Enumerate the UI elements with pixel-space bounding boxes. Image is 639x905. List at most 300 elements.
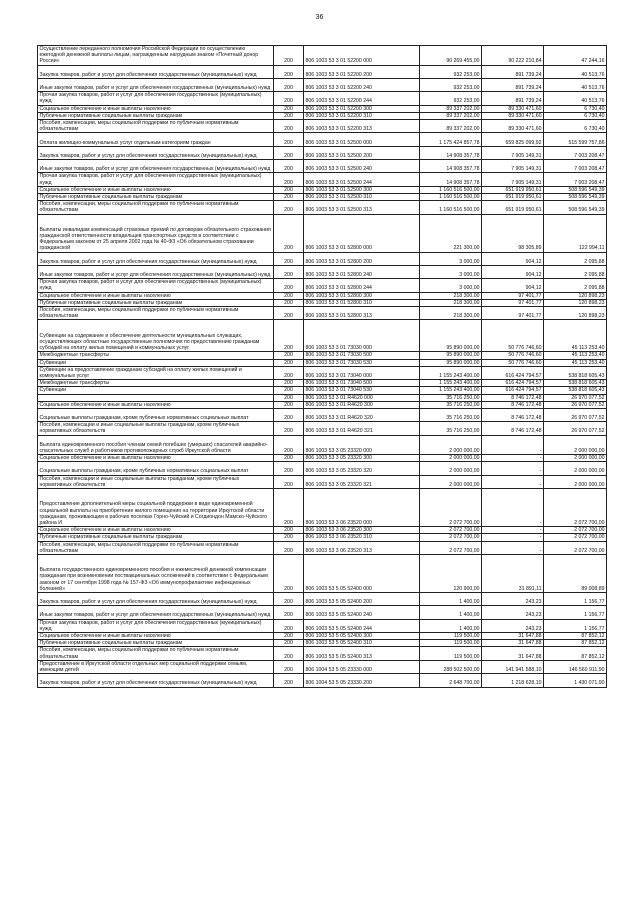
row-name-cell: Социальное обеспечение и иные выплаты населению <box>38 186 274 193</box>
row-kbk-cell: 806 1003 53 5 05 52400 244 <box>304 619 420 632</box>
row-executed-cell: 50 776 746,60 <box>482 352 544 359</box>
row-remaining-cell: 45 113 253,40 <box>544 320 607 352</box>
row-code-cell: 200 <box>274 292 304 299</box>
row-kbk-cell: 806 1003 53 3 01 73030 000 <box>304 320 420 352</box>
row-remaining-cell: 538 818 605,43 <box>544 366 607 379</box>
row-kbk-cell: 806 1003 53 3 01 73030 500 <box>304 352 420 359</box>
table-row <box>38 265 607 278</box>
row-executed-cell: 31 647,88 <box>482 640 544 647</box>
row-kbk-cell: 806 1003 53 3 01 52200 244 <box>304 92 420 105</box>
row-name-cell: Социальное обеспечение и иные выплаты населению <box>38 401 274 408</box>
table-row <box>38 279 607 292</box>
row-remaining-cell: 7 003 208,47 <box>544 146 607 159</box>
row-kbk-cell: 806 1003 53 5 05 52400 200 <box>304 593 420 606</box>
budget-execution-table <box>37 45 607 688</box>
table-row <box>38 401 607 408</box>
table-row <box>38 78 607 91</box>
table-row <box>38 214 607 252</box>
row-remaining-cell: 40 513,76 <box>544 65 607 78</box>
table-row <box>38 527 607 534</box>
table-row <box>38 299 607 306</box>
row-kbk-cell: 806 1003 53 3 06 23520 000 <box>304 489 420 527</box>
row-approved-cell: 90 269 455,00 <box>420 46 482 66</box>
row-executed-cell: 97 401,77 <box>482 299 544 306</box>
row-name-cell: Прочая закупка товаров, работ и услуг для обеспечения государственных (муниципальных) нужд <box>38 173 274 186</box>
row-executed-cell: 89 330 471,60 <box>482 105 544 112</box>
row-code-cell: 200 <box>274 299 304 306</box>
row-code-cell: 200 <box>274 214 304 252</box>
row-code-cell: 200 <box>274 475 304 488</box>
row-name-cell: Предоставление дополнительной меры социальной поддержки в виде единовременной социальной выплаты на приобретение жилого помещения на территории Иркутской области гражданам, проживающим в рабочих поселках Горно-Чуйский и Согдиондон Мамско-Чуйского района И <box>38 489 274 527</box>
row-approved-cell: 2 648 700,00 <box>420 674 482 687</box>
row-kbk-cell: 806 1004 53 5 05 23330 000 <box>304 660 420 673</box>
table-row <box>38 489 607 527</box>
row-code-cell: 200 <box>274 660 304 673</box>
row-approved-cell: 932 253,00 <box>420 65 482 78</box>
row-approved-cell: 35 716 250,00 <box>420 408 482 421</box>
row-code-cell: 200 <box>274 320 304 352</box>
table-row <box>38 606 607 619</box>
row-code-cell: 200 <box>274 593 304 606</box>
row-code-cell: 200 <box>274 105 304 112</box>
row-name-cell: Социальное обеспечение и иные выплаты населению <box>38 105 274 112</box>
row-executed-cell: - <box>482 534 544 541</box>
table-row <box>38 366 607 379</box>
table-row <box>38 292 607 299</box>
row-executed-cell: 1 218 628,10 <box>482 674 544 687</box>
row-remaining-cell: 1 156,77 <box>544 619 607 632</box>
row-name-cell: Выплата государственного единовременного пособия и ежемесячной денежной компенсации гражданам при возникновении поствакцинальных осложнений в соответствии с Федеральным законом от 17 сентября 1998 года № 157-ФЗ «Об иммунопрофилактике инфекционных болезней» <box>38 554 274 592</box>
row-kbk-cell: 806 1003 53 3 01 52800 244 <box>304 279 420 292</box>
row-code-cell: 200 <box>274 120 304 133</box>
row-remaining-cell: 1 430 071,90 <box>544 674 607 687</box>
row-remaining-cell: 538 818 605,43 <box>544 387 607 394</box>
row-remaining-cell: 6 730,40 <box>544 120 607 133</box>
row-executed-cell: 7 905 149,31 <box>482 173 544 186</box>
row-code-cell: 200 <box>274 674 304 687</box>
row-kbk-cell: 806 1003 53 3 06 23520 313 <box>304 541 420 554</box>
row-kbk-cell: 806 1003 53 3 06 23520 310 <box>304 534 420 541</box>
table-row <box>38 660 607 673</box>
row-remaining-cell: 2 000 000,00 <box>544 462 607 475</box>
row-kbk-cell: 806 1003 53 3 01 52200 310 <box>304 112 420 119</box>
row-executed-cell: - <box>482 527 544 534</box>
row-remaining-cell: 89 008,89 <box>544 554 607 592</box>
row-code-cell: 200 <box>274 422 304 435</box>
row-name-cell: Субвенции на предоставление гражданам субсидий на оплату жилых помещений и коммунальных услуг <box>38 366 274 379</box>
row-kbk-cell: 806 1003 53 3 01 52800 000 <box>304 214 420 252</box>
row-kbk-cell: 806 1003 53 3 01 52500 200 <box>304 146 420 159</box>
table-row <box>38 647 607 660</box>
table-row <box>38 252 607 265</box>
table-row <box>38 422 607 435</box>
table-row <box>38 462 607 475</box>
row-name-cell: Прочая закупка товаров, работ и услуг для обеспечения государственных (муниципальных) нужд <box>38 279 274 292</box>
table-row <box>38 186 607 193</box>
row-kbk-cell: 806 1003 53 3 01 R4620 320 <box>304 408 420 421</box>
table-row <box>38 455 607 462</box>
row-name-cell: Публичные нормативные социальные выплаты гражданам <box>38 299 274 306</box>
row-name-cell: Социальные выплаты гражданам, кроме публичных нормативных социальных выплат <box>38 408 274 421</box>
row-name-cell: Пособия, компенсации, меры социальной поддержки по публичным нормативным обязательствам <box>38 541 274 554</box>
row-code-cell: 200 <box>274 252 304 265</box>
row-kbk-cell: 806 1003 53 3 01 52800 313 <box>304 307 420 320</box>
row-approved-cell: 14 908 357,78 <box>420 173 482 186</box>
row-kbk-cell: 806 1003 53 3 01 52200 200 <box>304 65 420 78</box>
row-kbk-cell: 806 1003 53 3 01 R4620 321 <box>304 422 420 435</box>
row-remaining-cell: 2 000 000,00 <box>544 435 607 455</box>
row-kbk-cell: 806 1003 53 3 01 52800 240 <box>304 265 420 278</box>
row-remaining-cell: 120 898,23 <box>544 307 607 320</box>
row-name-cell: Пособия, компенсации, меры социальной поддержки по публичным нормативным обязательствам <box>38 201 274 214</box>
row-remaining-cell: 1 156,77 <box>544 606 607 619</box>
row-name-cell: Публичные нормативные социальные выплаты гражданам <box>38 193 274 200</box>
row-kbk-cell: 806 1003 53 3 05 23320 321 <box>304 475 420 488</box>
row-name-cell: Иные закупки товаров, работ и услуг для обеспечения государственных (муниципальных) нужд <box>38 606 274 619</box>
row-name-cell: Пособия, компенсации, меры социальной поддержки по публичным нормативным обязательствам <box>38 120 274 133</box>
row-code-cell: 200 <box>274 541 304 554</box>
row-name-cell: Межбюджетные трансферты <box>38 352 274 359</box>
row-name-cell: Межбюджетные трансферты <box>38 380 274 387</box>
row-remaining-cell: 2 095,88 <box>544 252 607 265</box>
row-code-cell: 200 <box>274 366 304 379</box>
row-remaining-cell: 45 113 253,40 <box>544 359 607 366</box>
row-approved-cell: 2 072 700,00 <box>420 534 482 541</box>
row-approved-cell: 1 155 243 400,00 <box>420 387 482 394</box>
page-number: 36 <box>315 14 324 21</box>
row-name-cell: Закупка товаров, работ и услуг для обеспечения государственных (муниципальных) нужд <box>38 146 274 159</box>
table-row <box>38 380 607 387</box>
row-code-cell: 200 <box>274 160 304 173</box>
row-kbk-cell: 806 1003 53 3 01 52200 240 <box>304 78 420 91</box>
row-code-cell: 200 <box>274 359 304 366</box>
row-kbk-cell: 806 1003 53 3 01 52500 310 <box>304 193 420 200</box>
row-remaining-cell: 6 730,40 <box>544 105 607 112</box>
row-executed-cell: - <box>482 489 544 527</box>
row-approved-cell: 2 072 700,00 <box>420 541 482 554</box>
row-name-cell: Социальное обеспечение и иные выплаты населению <box>38 292 274 299</box>
row-name-cell: Закупка товаров, работ и услуг для обеспечения государственных (муниципальных) нужд <box>38 252 274 265</box>
row-name-cell: Иные закупки товаров, работ и услуг для обеспечения государственных (муниципальных) нужд <box>38 160 274 173</box>
row-kbk-cell: 806 1003 53 3 05 23320 300 <box>304 455 420 462</box>
row-approved-cell: 3 000,00 <box>420 265 482 278</box>
table-row <box>38 534 607 541</box>
row-executed-cell: 651 919 950,61 <box>482 193 544 200</box>
row-code-cell: 200 <box>274 647 304 660</box>
row-executed-cell: - <box>482 435 544 455</box>
row-code-cell: 200 <box>274 265 304 278</box>
row-approved-cell: 89 337 202,00 <box>420 120 482 133</box>
row-name-cell: Оплата жилищно-коммунальных услуг отдельным категориям граждан <box>38 133 274 146</box>
row-remaining-cell: 120 898,23 <box>544 292 607 299</box>
row-code-cell: 200 <box>274 307 304 320</box>
row-executed-cell: 243,23 <box>482 606 544 619</box>
row-approved-cell: 2 000 000,00 <box>420 462 482 475</box>
row-code-cell: 200 <box>274 640 304 647</box>
row-code-cell: 200 <box>274 186 304 193</box>
row-executed-cell: 8 746 172,48 <box>482 401 544 408</box>
row-executed-cell: 616 424 794,57 <box>482 380 544 387</box>
row-executed-cell: 7 905 149,31 <box>482 160 544 173</box>
row-remaining-cell: 26 970 077,52 <box>544 401 607 408</box>
row-code-cell: 200 <box>274 201 304 214</box>
row-executed-cell: - <box>482 455 544 462</box>
row-remaining-cell: 2 072 700,00 <box>544 527 607 534</box>
row-kbk-cell: 806 1003 53 3 01 52500 300 <box>304 186 420 193</box>
row-code-cell: 200 <box>274 352 304 359</box>
table-body <box>38 46 607 688</box>
table-row <box>38 65 607 78</box>
row-remaining-cell: 26 970 077,52 <box>544 394 607 401</box>
table-row <box>38 160 607 173</box>
row-approved-cell: 119 500,00 <box>420 647 482 660</box>
row-code-cell: 200 <box>274 46 304 66</box>
row-name-cell: Публичные нормативные социальные выплаты гражданам <box>38 534 274 541</box>
table-row <box>38 593 607 606</box>
row-remaining-cell: 508 596 549,39 <box>544 193 607 200</box>
row-approved-cell: 2 000 000,00 <box>420 455 482 462</box>
row-kbk-cell: 806 1003 53 3 01 R4620 300 <box>304 401 420 408</box>
table-row <box>38 387 607 394</box>
row-remaining-cell: 7 003 208,47 <box>544 160 607 173</box>
row-approved-cell: 2 072 700,00 <box>420 527 482 534</box>
row-remaining-cell: 2 095,88 <box>544 279 607 292</box>
row-executed-cell: 904,12 <box>482 279 544 292</box>
table-row <box>38 173 607 186</box>
row-approved-cell: 35 716 250,00 <box>420 422 482 435</box>
row-approved-cell: 218 300,00 <box>420 292 482 299</box>
row-remaining-cell: 26 970 077,52 <box>544 422 607 435</box>
row-remaining-cell: 26 970 077,52 <box>544 408 607 421</box>
row-approved-cell: 1 155 243 400,00 <box>420 366 482 379</box>
row-remaining-cell: 508 596 549,39 <box>544 201 607 214</box>
row-approved-cell: 1 160 516 500,00 <box>420 193 482 200</box>
table-row <box>38 408 607 421</box>
row-code-cell: 200 <box>274 193 304 200</box>
table-row <box>38 133 607 146</box>
row-kbk-cell: 806 1003 53 3 01 52200 313 <box>304 120 420 133</box>
row-kbk-cell: 806 1003 53 3 01 73040 000 <box>304 366 420 379</box>
row-executed-cell: 98 305,89 <box>482 214 544 252</box>
table-row <box>38 674 607 687</box>
row-approved-cell: 1 400,00 <box>420 619 482 632</box>
row-approved-cell: 89 337 202,00 <box>420 112 482 119</box>
row-approved-cell: 1 160 516 500,00 <box>420 186 482 193</box>
row-name-cell: Публичные нормативные социальные выплаты гражданам <box>38 640 274 647</box>
row-name-cell: Пособия, компенсации, меры социальной поддержки по публичным нормативным обязательствам <box>38 647 274 660</box>
row-kbk-cell: 806 1003 53 3 01 52200 000 <box>304 46 420 66</box>
row-name-cell: Закупка товаров, работ и услуг для обеспечения государственных (муниципальных) нужд <box>38 65 274 78</box>
row-approved-cell: 14 908 357,78 <box>420 160 482 173</box>
row-kbk-cell: 806 1003 53 3 01 73040 500 <box>304 380 420 387</box>
row-kbk-cell: 806 1003 53 5 05 52400 310 <box>304 640 420 647</box>
row-remaining-cell: 2 000 000,00 <box>544 475 607 488</box>
table-row <box>38 46 607 66</box>
row-approved-cell: 95 890 000,00 <box>420 320 482 352</box>
table-row <box>38 193 607 200</box>
row-code-cell: 200 <box>274 534 304 541</box>
table-row <box>38 640 607 647</box>
row-approved-cell: 1 175 424 857,78 <box>420 133 482 146</box>
row-approved-cell: 2 072 700,00 <box>420 489 482 527</box>
row-executed-cell: - <box>482 462 544 475</box>
row-name-cell <box>38 394 274 401</box>
row-remaining-cell: 2 095,88 <box>544 265 607 278</box>
row-remaining-cell: 6 730,40 <box>544 112 607 119</box>
row-code-cell: 200 <box>274 146 304 159</box>
table-row <box>38 394 607 401</box>
row-remaining-cell: 47 244,16 <box>544 46 607 66</box>
table-row <box>38 633 607 640</box>
row-executed-cell: 651 919 950,61 <box>482 186 544 193</box>
row-name-cell: Прочая закупка товаров, работ и услуг для обеспечения государственных (муниципальных) нужд <box>38 92 274 105</box>
row-code-cell: 200 <box>274 387 304 394</box>
row-executed-cell: 651 919 950,61 <box>482 201 544 214</box>
row-executed-cell: 659 825 099,92 <box>482 133 544 146</box>
table-row <box>38 554 607 592</box>
row-approved-cell: 932 253,00 <box>420 92 482 105</box>
row-approved-cell: 95 890 000,00 <box>420 359 482 366</box>
row-executed-cell: 97 401,77 <box>482 292 544 299</box>
row-code-cell: 200 <box>274 173 304 186</box>
row-kbk-cell: 806 1003 53 3 01 52800 300 <box>304 292 420 299</box>
row-remaining-cell: 146 560 911,90 <box>544 660 607 673</box>
row-kbk-cell: 806 1003 53 3 01 R4620 000 <box>304 394 420 401</box>
row-remaining-cell: 1 156,77 <box>544 593 607 606</box>
table-row <box>38 435 607 455</box>
row-remaining-cell: 2 072 700,00 <box>544 489 607 527</box>
row-kbk-cell: 806 1003 53 3 01 52500 244 <box>304 173 420 186</box>
row-executed-cell: 31 647,88 <box>482 647 544 660</box>
row-executed-cell: 904,12 <box>482 252 544 265</box>
row-kbk-cell: 806 1003 53 3 01 52200 300 <box>304 105 420 112</box>
row-remaining-cell: 122 994,11 <box>544 214 607 252</box>
row-name-cell: Пособия, компенсации, меры социальной поддержки по публичным нормативным обязательствам <box>38 307 274 320</box>
row-name-cell: Социальное обеспечение и иные выплаты населению <box>38 633 274 640</box>
row-code-cell: 200 <box>274 112 304 119</box>
row-kbk-cell: 806 1003 53 3 01 73030 530 <box>304 359 420 366</box>
row-name-cell: Закупка товаров, работ и услуг для обеспечения государственных (муниципальных) нужд <box>38 674 274 687</box>
row-remaining-cell: 120 898,23 <box>544 299 607 306</box>
table-row <box>38 112 607 119</box>
row-executed-cell: - <box>482 475 544 488</box>
row-code-cell: 200 <box>274 554 304 592</box>
table-row <box>38 92 607 105</box>
row-executed-cell: 8 746 172,48 <box>482 422 544 435</box>
row-kbk-cell: 806 1003 53 3 01 52500 313 <box>304 201 420 214</box>
row-approved-cell: 2 000 000,00 <box>420 435 482 455</box>
row-code-cell: 200 <box>274 279 304 292</box>
row-executed-cell: 31 647,88 <box>482 633 544 640</box>
row-approved-cell: 119 500,00 <box>420 640 482 647</box>
row-name-cell: Социальное обеспечение и иные выплаты населению <box>38 455 274 462</box>
row-approved-cell: 14 908 357,78 <box>420 146 482 159</box>
row-code-cell: 200 <box>274 380 304 387</box>
row-approved-cell: 1 155 243 400,00 <box>420 380 482 387</box>
row-executed-cell: - <box>482 541 544 554</box>
row-kbk-cell: 806 1003 53 5 05 52400 313 <box>304 647 420 660</box>
row-name-cell: Выплата единовременного пособия членам семей погибших (умерших) спасателей аварийно-спасательных служб и работников противопожарных служб Иркутской области <box>38 435 274 455</box>
row-approved-cell: 218 300,00 <box>420 307 482 320</box>
row-executed-cell: 90 222 210,84 <box>482 46 544 66</box>
row-code-cell: 200 <box>274 633 304 640</box>
row-name-cell: Прочая закупка товаров, работ и услуг для обеспечения государственных (муниципальных) нужд <box>38 619 274 632</box>
row-kbk-cell: 806 1003 53 3 06 23520 300 <box>304 527 420 534</box>
row-name-cell: Предоставление в Иркутской области отдельных мер социальной поддержки семьям, имеющим детей <box>38 660 274 673</box>
row-approved-cell: 3 000,00 <box>420 279 482 292</box>
row-remaining-cell: 2 072 700,00 <box>544 534 607 541</box>
row-code-cell: 200 <box>274 489 304 527</box>
table-row <box>38 120 607 133</box>
row-approved-cell: 120 900,00 <box>420 554 482 592</box>
row-executed-cell: 50 776 746,60 <box>482 320 544 352</box>
table-row <box>38 105 607 112</box>
row-approved-cell: 89 337 202,00 <box>420 105 482 112</box>
row-kbk-cell: 806 1003 53 3 01 73040 530 <box>304 387 420 394</box>
row-kbk-cell: 806 1003 53 3 01 52800 200 <box>304 252 420 265</box>
row-executed-cell: 89 330 471,60 <box>482 120 544 133</box>
row-approved-cell: 35 716 250,00 <box>420 401 482 408</box>
row-approved-cell: 95 890 000,00 <box>420 352 482 359</box>
row-approved-cell: 1 400,00 <box>420 606 482 619</box>
row-kbk-cell: 806 1003 53 5 05 52400 300 <box>304 633 420 640</box>
row-kbk-cell: 806 1003 53 3 05 23320 000 <box>304 435 420 455</box>
row-name-cell: Закупка товаров, работ и услуг для обеспечения государственных (муниципальных) нужд <box>38 593 274 606</box>
table-row <box>38 307 607 320</box>
row-code-cell: 200 <box>274 401 304 408</box>
row-name-cell: Субвенции <box>38 387 274 394</box>
row-kbk-cell: 806 1003 53 5 05 52400 240 <box>304 606 420 619</box>
row-executed-cell: 31 891,11 <box>482 554 544 592</box>
row-executed-cell: 891 739,24 <box>482 78 544 91</box>
table-row <box>38 619 607 632</box>
row-remaining-cell: 2 072 700,00 <box>544 541 607 554</box>
row-remaining-cell: 87 852,12 <box>544 633 607 640</box>
row-executed-cell: 904,12 <box>482 265 544 278</box>
row-executed-cell: 8 746 172,48 <box>482 408 544 421</box>
row-executed-cell: 891 739,24 <box>482 92 544 105</box>
row-kbk-cell: 806 1004 53 5 05 23330 200 <box>304 674 420 687</box>
row-code-cell: 200 <box>274 619 304 632</box>
row-approved-cell: 218 300,00 <box>420 299 482 306</box>
row-name-cell: Пособия, компенсации и иные социальные выплаты гражданам, кроме публичных нормативных обязательств <box>38 422 274 435</box>
row-code-cell: 200 <box>274 527 304 534</box>
row-executed-cell: 89 330 471,60 <box>482 112 544 119</box>
row-approved-cell: 119 500,00 <box>420 633 482 640</box>
row-name-cell: Иные закупки товаров, работ и услуг для обеспечения государственных (муниципальных) нужд <box>38 265 274 278</box>
row-approved-cell: 1 160 516 500,00 <box>420 201 482 214</box>
row-code-cell: 200 <box>274 408 304 421</box>
row-remaining-cell: 515 599 757,86 <box>544 133 607 146</box>
row-kbk-cell: 806 1003 53 3 01 52500 000 <box>304 133 420 146</box>
row-remaining-cell: 45 113 253,40 <box>544 352 607 359</box>
row-name-cell: Субвенции на содержание и обеспечение деятельности муниципальных служащих, осуществляющих областные государственные полномочия по предоставлению гражданам субсидий на оплату жилых помещений и коммунальных услуг <box>38 320 274 352</box>
row-name-cell: Социальное обеспечение и иные выплаты населению <box>38 527 274 534</box>
row-code-cell: 200 <box>274 78 304 91</box>
table-row <box>38 352 607 359</box>
row-code-cell: 200 <box>274 394 304 401</box>
table-row <box>38 541 607 554</box>
row-approved-cell: 288 502 500,00 <box>420 660 482 673</box>
row-executed-cell: 891 739,24 <box>482 65 544 78</box>
row-name-cell: Иные закупки товаров, работ и услуг для обеспечения государственных (муниципальных) нужд <box>38 78 274 91</box>
table-row <box>38 359 607 366</box>
row-approved-cell: 3 000,00 <box>420 252 482 265</box>
row-code-cell: 200 <box>274 65 304 78</box>
row-remaining-cell: 87 852,12 <box>544 640 607 647</box>
row-name-cell: Пособия, компенсации и иные социальные выплаты гражданам, кроме публичных нормативных обязательств <box>38 475 274 488</box>
row-executed-cell: 7 905 149,31 <box>482 146 544 159</box>
